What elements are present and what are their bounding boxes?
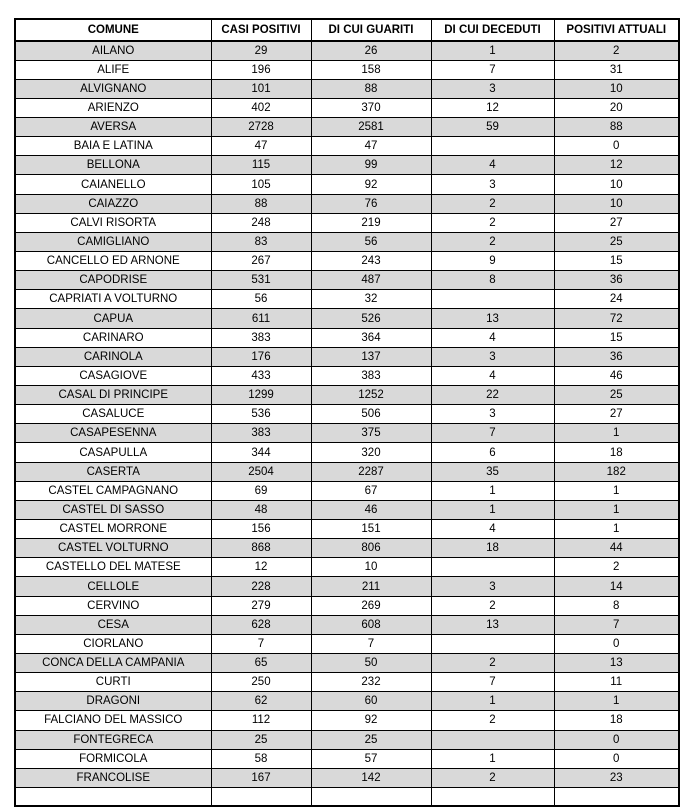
cell-casi-positivi: 56 [211,290,311,309]
cell-deceduti: 6 [431,443,554,462]
cell-guariti [311,787,431,806]
table-row [15,175,679,194]
cell-positivi-attuali: 18 [554,711,679,730]
cell-casi-positivi: 228 [211,577,311,596]
cell-positivi-attuali: 18 [554,443,679,462]
cell-guariti: 158 [311,60,431,79]
column-header-deceduti: DI CUI DECEDUTI [431,19,554,41]
table-row [15,768,679,787]
cell-positivi-attuali: 11 [554,673,679,692]
cell-positivi-attuali: 36 [554,347,679,366]
table-row [15,481,679,500]
cell-guariti: 92 [311,711,431,730]
cell-comune: ALVIGNANO [15,79,211,98]
cell-casi-positivi: 402 [211,98,311,117]
cell-casi-positivi: 29 [211,41,311,60]
cell-casi-positivi: 196 [211,60,311,79]
cell-positivi-attuali: 88 [554,118,679,137]
cell-guariti: 608 [311,615,431,634]
cell-deceduti: 7 [431,424,554,443]
cell-guariti: 320 [311,443,431,462]
cell-positivi-attuali: 10 [554,194,679,213]
column-header-guariti: DI CUI GUARITI [311,19,431,41]
table-row [15,596,679,615]
cell-deceduti: 35 [431,462,554,481]
cell-positivi-attuali: 1 [554,424,679,443]
cell-casi-positivi: 383 [211,328,311,347]
table-row [15,500,679,519]
cell-casi-positivi: 531 [211,271,311,290]
cell-comune: ALIFE [15,60,211,79]
cell-deceduti: 4 [431,366,554,385]
cell-guariti: 32 [311,290,431,309]
cell-guariti: 2287 [311,462,431,481]
table-row [15,558,679,577]
cell-casi-positivi: 115 [211,156,311,175]
cell-casi-positivi: 868 [211,539,311,558]
table-row [15,615,679,634]
cell-guariti: 60 [311,692,431,711]
cell-guariti: 50 [311,654,431,673]
cell-guariti: 2581 [311,118,431,137]
cell-comune: CASAL DI PRINCIPE [15,386,211,405]
cell-guariti: 526 [311,309,431,328]
cell-guariti: 142 [311,768,431,787]
cell-casi-positivi: 628 [211,615,311,634]
table-row [15,60,679,79]
table-row [15,711,679,730]
cell-guariti: 151 [311,520,431,539]
cell-comune: FORMICOLA [15,749,211,768]
table-row [15,520,679,539]
cell-guariti: 7 [311,634,431,653]
cell-guariti: 219 [311,213,431,232]
cell-positivi-attuali: 0 [554,730,679,749]
cell-positivi-attuali: 0 [554,634,679,653]
table-row [15,194,679,213]
table-row [15,634,679,653]
cell-comune: CERVINO [15,596,211,615]
cell-deceduti: 1 [431,692,554,711]
cell-comune: CIORLANO [15,634,211,653]
cell-positivi-attuali: 1 [554,481,679,500]
cell-positivi-attuali: 10 [554,79,679,98]
cell-deceduti: 18 [431,539,554,558]
cell-comune: CASAPESENNA [15,424,211,443]
cell-positivi-attuali: 0 [554,749,679,768]
cell-deceduti [431,137,554,156]
cell-comune: CONCA DELLA CAMPANIA [15,654,211,673]
cell-comune: CASAGIOVE [15,366,211,385]
cell-casi-positivi [211,787,311,806]
cell-guariti: 57 [311,749,431,768]
cell-guariti: 383 [311,366,431,385]
cell-guariti: 10 [311,558,431,577]
table-row [15,577,679,596]
cell-guariti: 211 [311,577,431,596]
cell-deceduti: 13 [431,309,554,328]
cell-deceduti: 2 [431,232,554,251]
cell-guariti: 56 [311,232,431,251]
table-row [15,730,679,749]
table-row [15,98,679,117]
cell-positivi-attuali: 20 [554,98,679,117]
cell-positivi-attuali: 27 [554,213,679,232]
cell-casi-positivi: 2728 [211,118,311,137]
cell-positivi-attuali: 13 [554,654,679,673]
cell-deceduti [431,730,554,749]
cell-casi-positivi: 383 [211,424,311,443]
cell-deceduti: 3 [431,79,554,98]
column-header-positivi-attuali: POSITIVI ATTUALI [554,19,679,41]
cell-guariti: 806 [311,539,431,558]
cell-deceduti: 3 [431,175,554,194]
table-row [15,232,679,251]
cell-comune: AILANO [15,41,211,60]
cell-guariti: 46 [311,500,431,519]
cell-comune: CASERTA [15,462,211,481]
cell-comune: CASTEL CAMPAGNANO [15,481,211,500]
cell-deceduti: 3 [431,405,554,424]
cell-comune: CAPODRISE [15,271,211,290]
table-row [15,405,679,424]
cell-deceduti: 7 [431,60,554,79]
cell-positivi-attuali: 2 [554,41,679,60]
cell-positivi-attuali: 24 [554,290,679,309]
cell-comune: CANCELLO ED ARNONE [15,252,211,271]
cell-comune: CASTEL DI SASSO [15,500,211,519]
cell-positivi-attuali: 2 [554,558,679,577]
cell-guariti: 1252 [311,386,431,405]
cell-comune: FRANCOLISE [15,768,211,787]
cell-deceduti: 2 [431,596,554,615]
cell-positivi-attuali: 1 [554,500,679,519]
cell-comune: CAPRIATI A VOLTURNO [15,290,211,309]
cell-guariti: 375 [311,424,431,443]
table-row [15,539,679,558]
table-row [15,271,679,290]
cell-casi-positivi: 433 [211,366,311,385]
cell-deceduti: 9 [431,252,554,271]
cell-positivi-attuali: 10 [554,175,679,194]
cell-comune: CARINARO [15,328,211,347]
cell-comune: BAIA E LATINA [15,137,211,156]
table-row [15,309,679,328]
cell-deceduti: 3 [431,347,554,366]
table-row [15,749,679,768]
cell-guariti: 137 [311,347,431,366]
cell-comune: CAPUA [15,309,211,328]
cell-casi-positivi: 176 [211,347,311,366]
cell-deceduti: 13 [431,615,554,634]
covid-comuni-table [14,18,680,807]
cell-casi-positivi: 2504 [211,462,311,481]
cell-comune: ARIENZO [15,98,211,117]
table-row [15,156,679,175]
cell-casi-positivi: 279 [211,596,311,615]
cell-positivi-attuali: 182 [554,462,679,481]
cell-positivi-attuali: 36 [554,271,679,290]
cell-deceduti [431,558,554,577]
cell-deceduti: 7 [431,673,554,692]
cell-guariti: 88 [311,79,431,98]
cell-comune [15,787,211,806]
cell-casi-positivi: 25 [211,730,311,749]
cell-guariti: 506 [311,405,431,424]
cell-positivi-attuali: 46 [554,366,679,385]
cell-deceduti: 59 [431,118,554,137]
cell-guariti: 232 [311,673,431,692]
cell-positivi-attuali: 72 [554,309,679,328]
cell-positivi-attuali: 15 [554,328,679,347]
cell-casi-positivi: 536 [211,405,311,424]
cell-deceduti: 4 [431,520,554,539]
cell-casi-positivi: 7 [211,634,311,653]
cell-deceduti: 2 [431,654,554,673]
cell-guariti: 76 [311,194,431,213]
cell-positivi-attuali: 23 [554,768,679,787]
cell-deceduti [431,787,554,806]
cell-casi-positivi: 344 [211,443,311,462]
cell-deceduti: 2 [431,194,554,213]
cell-comune: CAIAZZO [15,194,211,213]
cell-positivi-attuali: 25 [554,232,679,251]
cell-casi-positivi: 167 [211,768,311,787]
table-row [15,213,679,232]
cell-positivi-attuali: 0 [554,137,679,156]
table-row [15,252,679,271]
cell-casi-positivi: 65 [211,654,311,673]
cell-deceduti: 12 [431,98,554,117]
column-header-casi-positivi: CASI POSITIVI [211,19,311,41]
cell-deceduti: 1 [431,500,554,519]
cell-casi-positivi: 88 [211,194,311,213]
cell-casi-positivi: 47 [211,137,311,156]
cell-comune: FONTEGRECA [15,730,211,749]
cell-deceduti: 3 [431,577,554,596]
cell-comune: BELLONA [15,156,211,175]
cell-comune: CASTELLO DEL MATESE [15,558,211,577]
cell-positivi-attuali: 12 [554,156,679,175]
cell-deceduti: 1 [431,481,554,500]
cell-casi-positivi: 83 [211,232,311,251]
table-row [15,137,679,156]
cell-comune: CASALUCE [15,405,211,424]
cell-guariti: 99 [311,156,431,175]
cell-guariti: 364 [311,328,431,347]
cell-comune: CAMIGLIANO [15,232,211,251]
cell-deceduti: 1 [431,41,554,60]
cell-comune: CURTI [15,673,211,692]
cell-deceduti: 2 [431,213,554,232]
cell-comune: CASAPULLA [15,443,211,462]
cell-deceduti [431,290,554,309]
cell-positivi-attuali [554,787,679,806]
cell-positivi-attuali: 14 [554,577,679,596]
cell-comune: CALVI RISORTA [15,213,211,232]
cell-casi-positivi: 1299 [211,386,311,405]
cell-comune: CAIANELLO [15,175,211,194]
table-header [15,19,679,41]
cell-casi-positivi: 48 [211,500,311,519]
cell-positivi-attuali: 25 [554,386,679,405]
cell-guariti: 487 [311,271,431,290]
cell-guariti: 25 [311,730,431,749]
cell-casi-positivi: 611 [211,309,311,328]
cell-casi-positivi: 105 [211,175,311,194]
cell-deceduti: 1 [431,749,554,768]
cell-deceduti: 2 [431,711,554,730]
cell-comune: CASTEL MORRONE [15,520,211,539]
cell-positivi-attuali: 8 [554,596,679,615]
cell-guariti: 26 [311,41,431,60]
cell-positivi-attuali: 7 [554,615,679,634]
table-row [15,386,679,405]
cell-comune: CELLOLE [15,577,211,596]
table-row [15,366,679,385]
table-body [15,41,679,806]
cell-comune: CASTEL VOLTURNO [15,539,211,558]
table-row [15,462,679,481]
table-row [15,673,679,692]
table-row [15,118,679,137]
table-row-partial [15,787,679,806]
cell-casi-positivi: 250 [211,673,311,692]
cell-comune: CESA [15,615,211,634]
cell-guariti: 370 [311,98,431,117]
table-row [15,79,679,98]
table-row [15,347,679,366]
table-row [15,328,679,347]
column-header-comune: COMUNE [15,19,211,41]
cell-positivi-attuali: 1 [554,520,679,539]
table-row [15,443,679,462]
cell-comune: DRAGONI [15,692,211,711]
cell-casi-positivi: 248 [211,213,311,232]
cell-positivi-attuali: 15 [554,252,679,271]
cell-positivi-attuali: 1 [554,692,679,711]
cell-comune: FALCIANO DEL MASSICO [15,711,211,730]
cell-deceduti: 4 [431,156,554,175]
cell-deceduti: 4 [431,328,554,347]
cell-positivi-attuali: 31 [554,60,679,79]
cell-casi-positivi: 156 [211,520,311,539]
cell-guariti: 47 [311,137,431,156]
cell-deceduti: 22 [431,386,554,405]
cell-comune: CARINOLA [15,347,211,366]
table-row [15,424,679,443]
cell-casi-positivi: 112 [211,711,311,730]
cell-positivi-attuali: 44 [554,539,679,558]
header-row [15,19,679,41]
cell-casi-positivi: 101 [211,79,311,98]
cell-casi-positivi: 62 [211,692,311,711]
cell-guariti: 92 [311,175,431,194]
cell-guariti: 269 [311,596,431,615]
cell-guariti: 67 [311,481,431,500]
table-row [15,290,679,309]
table-row [15,654,679,673]
cell-deceduti [431,634,554,653]
cell-casi-positivi: 69 [211,481,311,500]
table-row [15,41,679,60]
cell-deceduti: 2 [431,768,554,787]
cell-positivi-attuali: 27 [554,405,679,424]
cell-casi-positivi: 58 [211,749,311,768]
cell-casi-positivi: 267 [211,252,311,271]
cell-guariti: 243 [311,252,431,271]
cell-casi-positivi: 12 [211,558,311,577]
cell-deceduti: 8 [431,271,554,290]
table-row [15,692,679,711]
cell-comune: AVERSA [15,118,211,137]
